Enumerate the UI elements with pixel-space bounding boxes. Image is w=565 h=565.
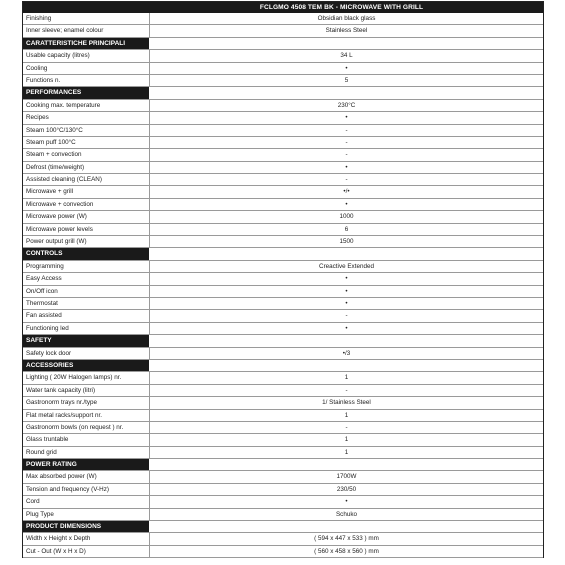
spec-label: Functioning led [23,323,150,334]
section-title: POWER RATING [23,459,149,470]
spec-value: • [345,163,348,171]
spec-value: - [345,126,348,134]
spec-row [23,372,543,384]
spec-row [23,75,543,87]
spec-value: 6 [344,225,349,233]
spec-label: Microwave + convection [23,199,150,210]
spec-value: 1 [344,374,349,382]
spec-row [23,100,543,112]
spec-label: Defrost (time/weight) [23,162,150,173]
section-title: SAFETY [23,335,149,346]
spec-label: Gastronorm bowls (on request ) nr. [23,422,150,433]
spec-row [23,273,543,285]
spec-value: 1500 [339,238,354,246]
spec-label: Flat metal racks/support nr. [23,410,150,421]
spec-label: Microwave power (W) [23,211,150,222]
spec-row [23,125,543,137]
spec-label: Cut - Out (W x H x D) [23,546,150,557]
spec-label: Recipes [23,112,150,123]
section-heading [23,248,543,260]
spec-row [23,236,543,248]
spec-row [23,63,543,75]
spec-value: • [345,64,348,72]
spec-label: Power output grill (W) [23,236,150,247]
spec-label: Cooling [23,63,150,74]
spec-value: 5 [344,76,349,84]
spec-row [23,137,543,149]
product-title: FCLGMO 4508 TEM BK - MICROWAVE WITH GRILL [259,4,424,11]
spec-value: - [345,151,348,159]
spec-row [23,509,543,521]
spec-row [23,211,543,223]
spec-label: Round grid [23,447,150,458]
spec-label: Functions n. [23,75,150,86]
spec-value: Schuko [335,510,357,518]
spec-value: 1 [344,448,349,456]
section-spacer [149,360,543,371]
spec-value: 34 L [340,52,353,60]
spec-row [23,422,543,434]
section-heading [23,335,543,347]
spec-value: • [345,324,348,332]
spec-value: • [345,498,348,506]
spec-row [23,50,543,62]
spec-label: On/Off icon [23,286,150,297]
spec-row [23,149,543,161]
section-title: PERFORMANCES [23,87,149,98]
section-title: ACCESSORIES [23,360,149,371]
spec-label: Gastronorm trays nr./type [23,397,150,408]
spec-sheet-table [22,1,544,558]
section-spacer [149,521,543,532]
spec-row [23,546,543,558]
spec-value: • [345,200,348,208]
section-spacer [149,87,543,98]
spec-row [23,471,543,483]
spec-label: Steam 100°C/130°C [23,125,150,136]
spec-row [23,496,543,508]
spec-row [23,112,543,124]
spec-label: Cord [23,496,150,507]
spec-value: 1 [344,411,349,419]
header-spacer [23,2,140,13]
spec-row [23,310,543,322]
spec-row [23,298,543,310]
spec-value: 230/50 [336,485,357,493]
section-spacer [149,38,543,49]
spec-value: ( 594 x 447 x 533 ) mm [314,535,379,543]
spec-label: Steam + convection [23,149,150,160]
section-heading [23,459,543,471]
spec-value: •/3 [342,349,351,357]
spec-row [23,186,543,198]
spec-row [23,25,543,37]
spec-row [23,261,543,273]
spec-row [23,224,543,236]
spec-value: • [345,275,348,283]
spec-row [23,323,543,335]
spec-value: - [345,386,348,394]
spec-row [23,434,543,446]
spec-label: Plug Type [23,509,150,520]
spec-row [23,162,543,174]
table-header [23,2,543,13]
spec-value: 1700W [336,473,357,481]
spec-row [23,484,543,496]
spec-row [23,13,543,25]
spec-label: Microwave + grill [23,186,150,197]
spec-value: - [345,423,348,431]
section-spacer [149,248,543,259]
section-title: CONTROLS [23,248,149,259]
spec-row [23,533,543,545]
spec-label: Tension and frequency (V-Hz) [23,484,150,495]
spec-value: • [345,299,348,307]
section-title: PRODUCT DIMENSIONS [23,521,149,532]
spec-value: Obsidian black glass [317,15,376,22]
spec-label: Inner sleeve; enamel colour [23,25,150,36]
spec-value: - [345,138,348,146]
spec-label: Easy Access [23,273,150,284]
spec-label: Microwave power levels [23,224,150,235]
spec-label: Lighting ( 20W Halogen lamps) nr. [23,372,150,383]
section-heading [23,87,543,99]
section-heading [23,521,543,533]
spec-row [23,397,543,409]
section-heading [23,360,543,372]
spec-label: Programming [23,261,150,272]
spec-value: Creactive Extended [319,262,374,270]
spec-label: Max absorbed power (W) [23,471,150,482]
spec-value: - [345,176,348,184]
spec-value: • [345,287,348,295]
spec-label: Fan assisted [23,310,150,321]
spec-label: Thermostat [23,298,150,309]
section-spacer [149,459,543,470]
spec-rows [23,13,543,558]
spec-value: 1 [344,436,349,444]
section-spacer [149,335,543,346]
spec-value: Stainless Steel [325,27,368,35]
spec-row [23,410,543,422]
spec-label: Water tank capacity (litri) [23,385,150,396]
spec-row [23,174,543,186]
spec-label: Finishing [23,13,150,24]
spec-row [23,385,543,397]
spec-row [23,286,543,298]
spec-value: 230°C [337,101,356,109]
spec-value: 1000 [339,213,354,221]
spec-value: ( 560 x 458 x 560 ) mm [314,547,379,555]
spec-row [23,199,543,211]
section-heading [23,38,543,50]
spec-label: Glass truntable [23,434,150,445]
spec-row [23,348,543,360]
spec-value: 1/ Stainless Steel [322,399,371,407]
spec-row [23,447,543,459]
spec-label: Assisted cleaning (CLEAN) [23,174,150,185]
spec-label: Usable capacity (litres) [23,50,150,61]
spec-label: Cooking max. temperature [23,100,150,111]
spec-label: Width x Height x Depth [23,533,150,544]
spec-value: • [345,114,348,122]
spec-label: Safety lock door [23,348,150,359]
section-title: CARATTERISTICHE PRINCIPALI [23,38,149,49]
spec-value: - [345,312,348,320]
spec-value: •/• [343,188,350,196]
spec-label: Steam puff 100°C [23,137,150,148]
